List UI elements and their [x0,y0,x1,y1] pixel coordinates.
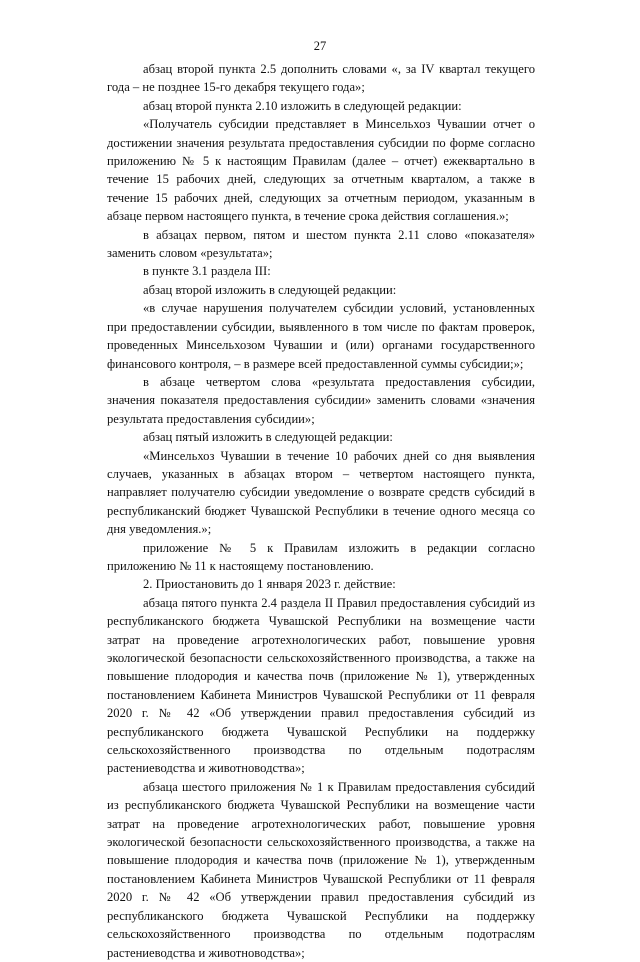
paragraph-violation-text: «в случае нарушения получателем субсидии условий, установленных при предоставлении субсидии, выявленного в том числе по фактам проверок, проведенных Минсельхозом Чувашии и (или) органами государственного финансового контроля, – в размере всей предоставленной суммы субсидии;»; [107,301,535,371]
paragraph-second-abzac: абзац второй изложить в следующей редакции: [143,282,397,297]
paragraph-section-3-1: в пункте 3.1 раздела III: [143,264,271,279]
paragraph-suspend-appendix-1: абзаца шестого приложения № 1 к Правилам предоставления субсидий из республиканского бюджета Чувашской Республики на возмещение части затрат на проведение агротехнологических работ, повышение уровня экологической безопасности сельскохозяйственного производства, а также на повышение плодородия и качества почв (приложение № 1), утвержденным постановлением Кабинета Министров Чувашской Республики от 11 февраля 2020 г. № 42 «Об утверждении правил предоставления субсидий из республиканского бюджета Чувашской Республики на поддержку сельскохозяйственного производства по отдельным подотраслям растениеводства и животноводства»; [107,779,535,960]
paragraph-item-2: 2. Приостановить до 1 января 2023 г. действие: [143,577,396,592]
paragraph-suspend-2-4: абзаца пятого пункта 2.4 раздела II Правил предоставления субсидий из республиканского бюджета Чувашской Республики на возмещение части затрат на проведение агротехнологических работ, повышение уровня экологической безопасности сельскохозяйственного производства, а также на повышение плодородия и качества почв (приложение № 1), утвержденных постановлением Кабинета Министров Чувашской Республики от 11 февраля 2020 г. № 42 «Об утверждении правил предоставления субсидий из республиканского бюджета Чувашской Республики на поддержку сельскохозяйственного производства по отдельным подотраслям растениеводства и животноводства»; [107,595,535,776]
paragraph-fifth-abzac: абзац пятый изложить в следующей редакции: [143,430,393,445]
document-body [107,60,535,962]
paragraph-notice-text: «Минсельхоз Чувашии в течение 10 рабочих дней со дня выявления случаев, указанных в абзацах втором – четвертом настоящего пункта, направляет получателю субсидии уведомление о возврате средств субсидий в республиканский бюджет Чувашской Республики в течение одного месяца со дня уведомления.»; [107,448,535,537]
paragraph-amend-2-10: абзац второй пункта 2.10 изложить в следующей редакции: [143,98,462,113]
paragraph-amend-2-5: абзац второй пункта 2.5 дополнить словами «, за IV квартал текущего года – не позднее 15-го декабря текущего года»; [107,62,535,95]
paragraph-amend-2-11: в абзацах первом, пятом и шестом пункта 2.11 слово «показателя» заменить словом «результата»; [107,227,535,261]
paragraph-report-text: «Получатель субсидии представляет в Минсельхоз Чувашии отчет о достижении значения результата предоставления субсидии по форме согласно приложению № 5 к настоящим Правилам (далее – отчет) ежеквартально в течение 15 рабочих дней, следующих за отчетным кварталом, а также в течение 15 рабочих дней, следующих за отчетным периодом, указанным в абзаце первом настоящего пункта, в течение срока действия соглашения.»; [107,117,535,224]
page-number: 27 [313,39,327,53]
paragraph-fourth-abzac: в абзаце четвертом слова «результата предоставления субсидии, значения показателя предоставления субсидии» заменить словами «значения результата предоставления субсидии»; [107,374,535,426]
paragraph-appendix-5: приложение № 5 к Правилам изложить в редакции согласно приложению № 11 к настоящему постановлению. [107,540,535,573]
